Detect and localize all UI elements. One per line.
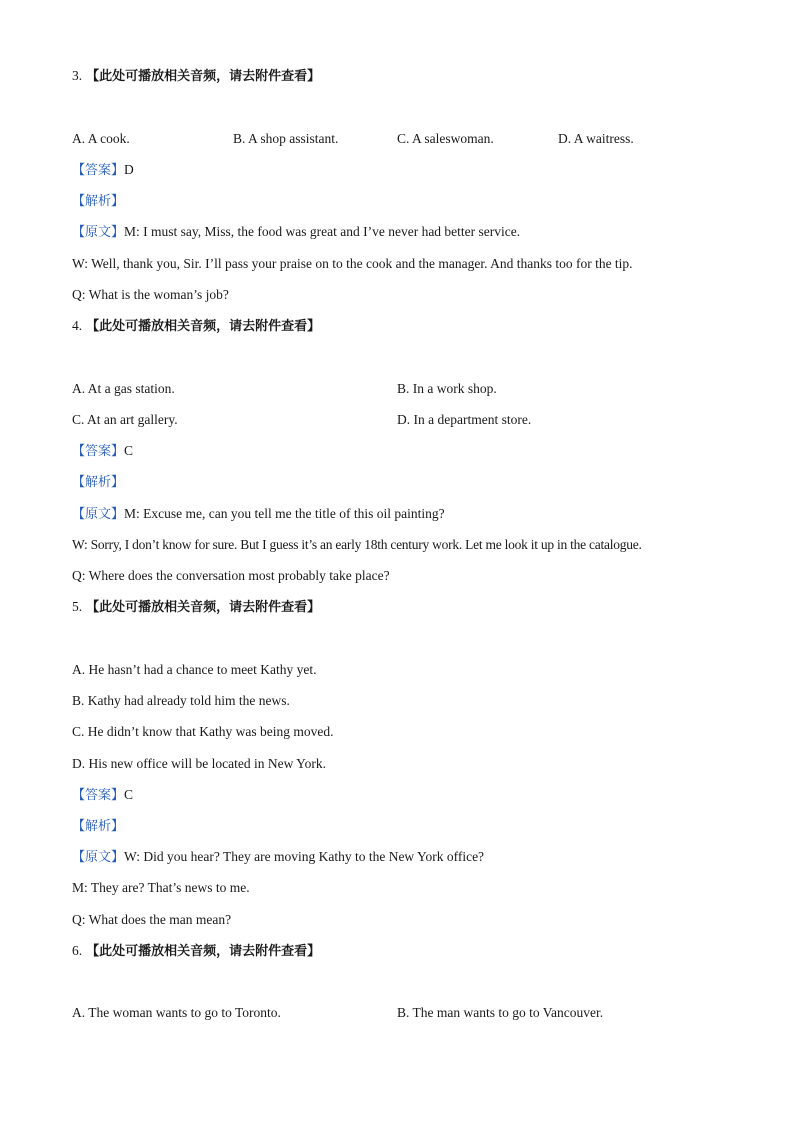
analysis-line [72,192,124,211]
transcript-line [72,848,484,867]
analysis-line [72,473,124,492]
analysis-tag: 【解析】 [72,194,125,209]
transcript-line: M: They are? That’s news to me. [72,880,250,895]
transcript-line [72,223,520,242]
question-number: 3. [72,68,83,83]
option-c: C. A saleswoman. [397,131,494,146]
audio-prompt: 【此处可播放相关音频，请去附件查看】 [86,944,321,959]
option-a: A. A cook. [72,131,130,146]
transcript-line: W: Well, thank you, Sir. I’ll pass your praise on to the cook and the manager. And thanks too for the tip. [72,256,633,271]
option-a: A. At a gas station. [72,381,175,396]
answer-tag: 【答案】 [72,788,125,803]
analysis-line [72,817,124,836]
answer-line [72,786,133,805]
option-a: A. He hasn’t had a chance to meet Kathy yet. [72,662,317,677]
transcript-text: M: I must say, Miss, the food was great and I’ve never had better service. [124,224,521,239]
answer-tag: 【答案】 [72,444,125,459]
audio-prompt: 【此处可播放相关音频，请去附件查看】 [86,600,321,615]
analysis-tag: 【解析】 [72,475,125,490]
audio-prompt: 【此处可播放相关音频，请去附件查看】 [86,319,321,334]
transcript-line: Q: What is the woman’s job? [72,287,229,302]
option-d: D. His new office will be located in New York. [72,756,326,771]
option-b: B. In a work shop. [397,381,497,396]
question-3-header [72,67,320,86]
option-b: B. A shop assistant. [233,131,339,146]
answer-line [72,442,133,461]
transcript-tag: 【原文】 [72,850,125,865]
option-c: C. He didn’t know that Kathy was being moved. [72,724,334,739]
transcript-text: M: Excuse me, can you tell me the title of this oil painting? [124,506,445,521]
audio-prompt: 【此处可播放相关音频，请去附件查看】 [86,69,321,84]
option-c: C. At an art gallery. [72,412,178,427]
transcript-line [72,505,445,524]
answer-line [72,161,134,180]
transcript-tag: 【原文】 [72,225,125,240]
question-6-header [72,942,320,961]
answer-value: C [124,443,134,458]
transcript-tag: 【原文】 [72,507,125,522]
option-b: B. Kathy had already told him the news. [72,693,290,708]
answer-value: D [124,162,134,177]
transcript-line: Q: What does the man mean? [72,912,232,927]
analysis-tag: 【解析】 [72,819,125,834]
answer-tag: 【答案】 [72,163,125,178]
option-b: B. The man wants to go to Vancouver. [397,1005,604,1020]
transcript-text: W: Did you hear? They are moving Kathy to the New York office? [124,849,485,864]
question-4-header [72,317,320,336]
option-d: D. In a department store. [397,412,532,427]
question-5-header [72,598,320,617]
question-number: 6. [72,943,83,958]
transcript-line: Q: Where does the conversation most probably take place? [72,568,390,583]
question-number: 5. [72,599,83,614]
transcript-line: W: Sorry, I don’t know for sure. But I guess it’s an early 18th century work. Let me look it up in the catalogue. [72,537,642,552]
option-a: A. The woman wants to go to Toronto. [72,1005,281,1020]
answer-value: C [124,787,134,802]
option-d: D. A waitress. [558,131,634,146]
question-number: 4. [72,318,83,333]
